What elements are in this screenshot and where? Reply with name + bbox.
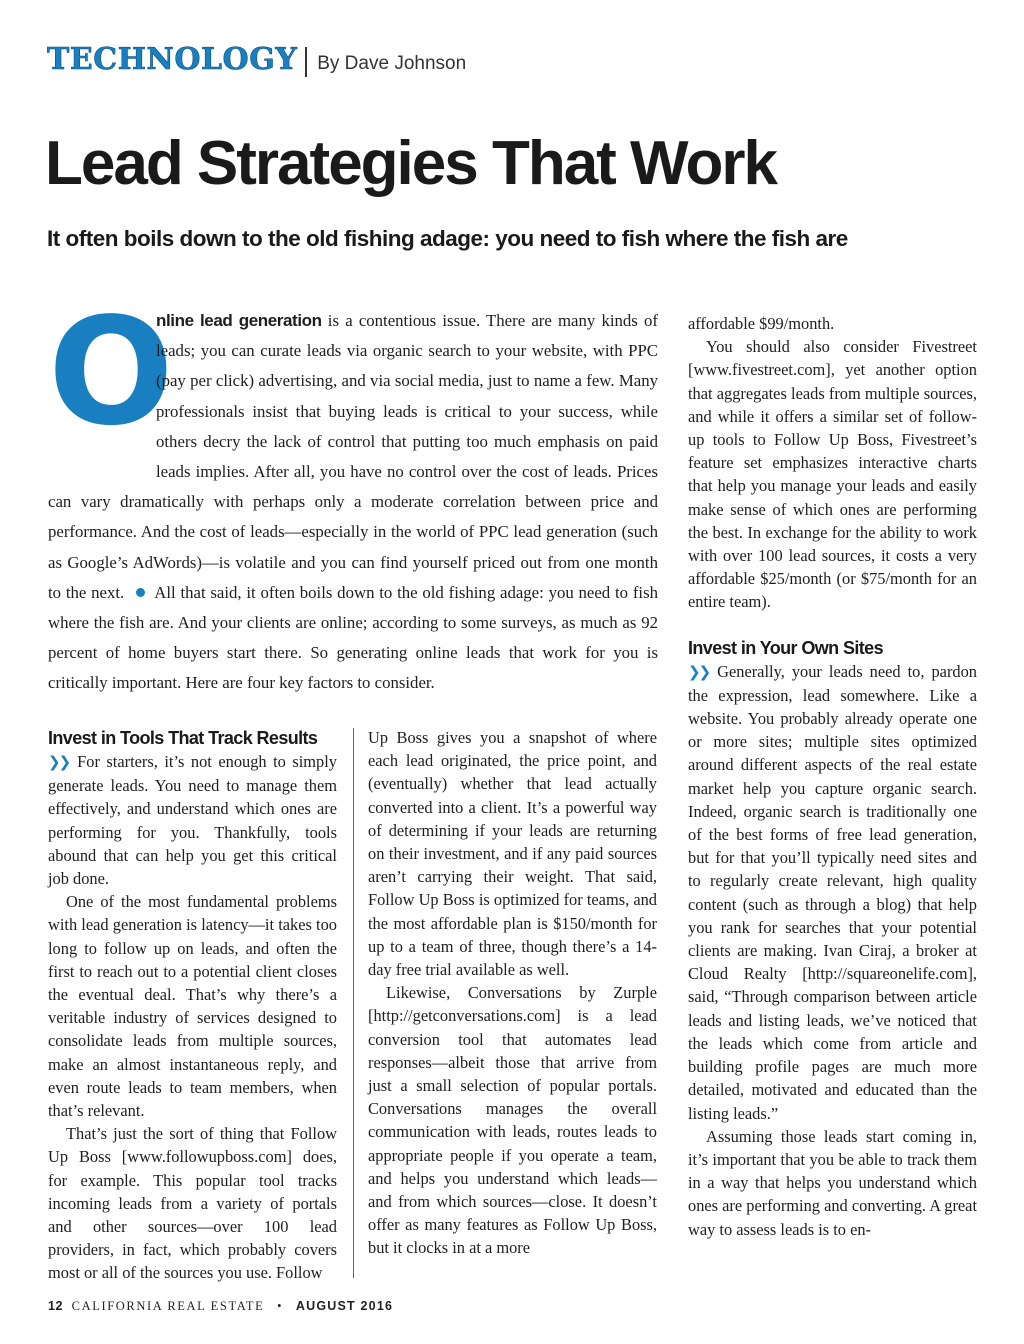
- body-paragraph: Likewise, Conversations by Zurple [http://getconversations.com] is a lead conversion tool that automates lead responses—albeit those that arrive from just a small selection of popular portals. Conversations manages the overall communication with leads, routes leads to appropriate people if you operate a team, and helps you understand which leads—and from which sources—close. It doesn’t offer as many features as Follow Up Boss, but it clocks in at a more: [368, 983, 657, 1258]
- intro-paragraph: [48, 286, 658, 699]
- issue-date: AUGUST 2016: [295, 1299, 394, 1313]
- body-paragraph: You should also consider Fivestreet [www.fivestreet.com], yet another option that aggregates leads from multiple sources, and while it offers a similar set of follow-up tools to Follow Up Boss, Fivestreet’s feature set emphasizes interactive charts that help you manage your leads and easily make sense of which ones are performing the best. In exchange for the ability to work with over 100 lead sources, it costs a very affordable $25/month (or $75/month for an entire team).: [688, 337, 977, 612]
- body-paragraph: [48, 750, 337, 890]
- section-tag: TECHNOLOGY: [47, 42, 298, 77]
- paragraph-text: Generally, your leads need to, pardon the expression, lead somewhere. Like a website. You probably already operate one or more sites; multiple sites optimized around different aspects of the real estate market help you capture organic search. Indeed, organic search is traditionally one of the best forms of free lead generation, but for that you’ll typically need sites and to regularly create relevant, high quality content (such as through a blog) that help you rank for searches that your potential clients are making. Ivan Ciraj, a broker at Cloud Realty [http://squareonelife.com], said, “Through comparison between article leads and listing leads, we’ve noticed that the leads which come from article and building profile pages are much more detailed, motivated and educated than the listing leads.”: [688, 661, 977, 1123]
- intro-text-2: All that said, it often boils down to the old fishing adage: you need to fish where the fish are. And your clients are online; according to some surveys, as much as 92 percent of home buyers start there. So generating online leads that work for you is critically important. Here are four key factors to consider.: [48, 582, 658, 693]
- lead-in: nline lead generation: [156, 311, 322, 330]
- section-header: [47, 42, 466, 82]
- column-3: [688, 312, 977, 1241]
- column-divider: [353, 728, 354, 1278]
- subhead-own-sites: Invest in Your Own Sites: [688, 637, 883, 658]
- drop-cap: O: [48, 286, 174, 458]
- body-paragraph: affordable $99/month.: [688, 314, 835, 333]
- headline: Lead Strategies That Work: [45, 129, 776, 198]
- body-paragraph: Assuming those leads start coming in, it’s important that you be able to track them in a way that helps you understand which ones are performing and converting. A great way to assess leads is to en-: [688, 1126, 978, 1239]
- subhead-tools: Invest in Tools That Track Results: [48, 728, 318, 748]
- body-paragraph: That’s just the sort of thing that Follow Up Boss [www.followupboss.com] does, for example. This popular tool tracks incoming leads from a variety of portals and other sources—over 100 lead providers, in fact, which probably covers most or all of the sources you use. Follow: [48, 1124, 337, 1283]
- page-number: 12: [48, 1299, 63, 1313]
- body-paragraph: Up Boss gives you a snapshot of where each lead originated, the price point, and (eventually) whether that lead actually converted into a client. It’s a powerful way of determining if your leads are returning on their investment, and if any paid sources aren’t carrying their weight. That said, Follow Up Boss is optimized for teams, and the most affordable plan is $150/month for up to a team of three, though there’s a 14-day free trial available as well.: [368, 728, 657, 980]
- footer-separator: •: [277, 1299, 284, 1313]
- deck: It often boils down to the old fishing adage: you need to fish where the fish are: [47, 226, 848, 251]
- chevron-icon: ❯❯: [48, 753, 70, 771]
- chevron-icon: ❯❯: [688, 662, 710, 681]
- column-1: [48, 726, 337, 1285]
- publication-name: CALIFORNIA REAL ESTATE: [71, 1299, 265, 1313]
- bullet-dot-icon: [136, 588, 145, 597]
- intro-text-1: is a contentious issue. There are many kinds of leads; you can curate leads via organic search to your website, with PPC (pay per click) advertising, and via social media, just to name a few. Many professionals insist that buying leads is critical to your success, while others decry the lack of control that putting too much emphasis on paid leads implies. After all, you have no control over the cost of leads. Prices can vary dramatically with perhaps only a moderate correlation between price and performance. And the cost of leads—especially in the world of PPC lead generation (such as Google’s AdWords)—is volatile and you can find yourself priced out from one month to the next.: [48, 311, 658, 602]
- header-divider: [305, 47, 307, 77]
- page-footer: [48, 1299, 393, 1314]
- byline: By Dave Johnson: [317, 53, 467, 74]
- column-2: [368, 726, 657, 1260]
- body-paragraph: One of the most fundamental problems with lead generation is latency—it takes too long to follow up on leads, and often the first to reach out to a potential client closes the eventual deal. That’s why there’s a veritable industry of services designed to consolidate leads from multiple sources, make an almost instantaneous reply, and even route leads to team members, when that’s relevant.: [48, 892, 337, 1121]
- body-paragraph: [688, 660, 977, 1125]
- paragraph-text: For starters, it’s not enough to simply generate leads. You need to manage them effectively, and understand which ones are performing for you. Thankfully, tools abound that can help you get this critical job done.: [48, 752, 337, 889]
